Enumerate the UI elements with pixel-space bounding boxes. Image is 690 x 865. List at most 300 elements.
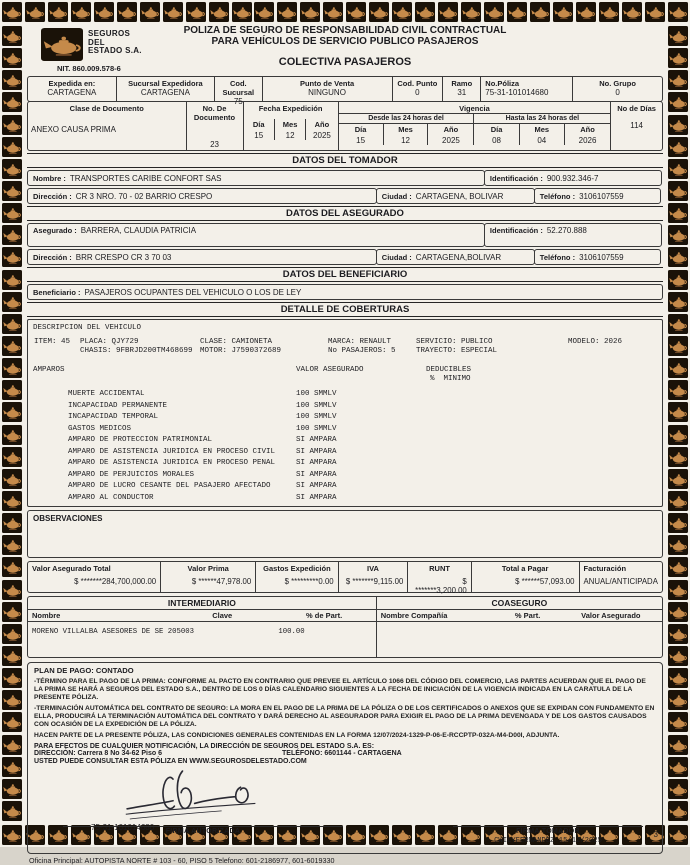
lamp-icon [668,690,688,710]
coverage-label: MUERTE ACCIDENTAL [68,390,145,398]
intermediario-nombre: MORENO VILLALBA ASESORES DE SE 205003 [32,628,195,636]
coverage-value: 100 SMMLV [296,401,337,410]
lamp-icon [461,2,481,22]
lamp-icon [438,2,458,22]
lamp-icon [668,447,688,467]
signature-area [83,767,313,832]
issue-info-table [27,76,663,106]
col-value: 04 [537,136,547,145]
col-part: % de Part. [305,611,343,620]
lamp-icon [599,2,619,22]
lamp-icon [2,203,22,223]
asegurado-nombre-row [27,223,663,247]
field-no-poliza [481,77,573,101]
veh-trayecto: TRAYECTO: ESPECIAL [416,347,498,355]
field-label: Vigencia [459,104,490,113]
lamp-icon [2,115,22,135]
field-value: ANUAL/ANTICIPADA [583,577,658,586]
field-no-documento [187,102,244,150]
lamp-icon [415,2,435,22]
field-iva [339,562,409,592]
legal-paragraph-1: -TÉRMINO PARA EL PAGO DE LA PRIMA: CONFORME AL PACTO EN CONTRARIO QUE PREVEE EL ARTÍCULO 1066 DEL CÓDIGO DEL COMERCIO, LAS PARTES ACUERDAN QUE EL PAGO DE LA PRIMA SE HARÁ A SEGUROS DEL ESTADO S.A., DENTRO DE LOS 0 DÍAS CALENDARIO SIGUIENTES A LA FECHA DE INICIACIÓN DE LA VIGENCIA INDICADA EN LA CARATULA DE LA PRESENTE PÓLIZA. [34,678,646,701]
coverage-label: INCAPACIDAD TEMPORAL [68,413,159,421]
lamp-icon [300,2,320,22]
lamp-icon [668,646,688,666]
field-telefono [534,249,661,265]
col-label: Mes [398,125,413,134]
lamp-icon [668,624,688,644]
lamp-logo-icon [41,28,83,61]
field-label: Sucursal Expedidora [128,79,203,88]
coverage-row [28,425,662,437]
lamp-icon [668,137,688,157]
fecha-expedicion-dma [244,119,338,140]
lamp-icon [484,2,504,22]
field-label: Total a Pagar [501,564,549,573]
coverage-label: INCAPACIDAD PERMANENTE [68,401,168,410]
lamp-icon [668,535,688,555]
lamp-icon [668,425,688,445]
field-label: Ramo [451,79,473,88]
field-vigencia [339,102,612,150]
col-value: 2025 [313,131,331,140]
lamp-icon [2,624,22,644]
decorative-border-left [2,26,22,821]
field-value: 31 [457,88,467,97]
notificacion-line2 [34,750,656,757]
field-value: NINGUNO [308,88,346,97]
field-label: No.Póliza [485,79,520,88]
col-mes [384,124,429,145]
field-value: CARTAGENA,BOLIVAR [415,252,502,262]
field-label: Identificación : [489,173,543,183]
signature-lines-row [28,826,662,845]
coverage-value: 100 SMMLV [296,413,337,421]
field-value: 900.932.346-7 [546,173,599,183]
coaseguro-col-headers [377,610,662,622]
lamp-icon [277,2,297,22]
lamp-icon [668,292,688,312]
field-no-dias [611,102,662,150]
notificacion-telefono: TELÉFONO: 6601144 - CARTAGENA [282,750,402,757]
col-part: % Part. [514,611,541,620]
col-ano [565,124,610,145]
lamp-icon [668,402,688,422]
field-value: 23 [210,140,219,149]
lamp-icon [2,2,22,22]
lamp-icon [2,26,22,46]
field-label: Expedida en: [48,79,96,88]
field-ciudad [376,188,535,204]
field-direccion [27,188,377,204]
firma-autorizada-block [63,826,343,845]
lamp-icon [668,159,688,179]
field-expedida-en [28,77,117,101]
desde-dma [339,124,474,145]
footer-office-line: Oficina Principal: AUTOPISTA NORTE # 103 - 60, PISO 5 Telefono: 601-2186977, 601-6019330 [29,856,335,865]
brand-line2: DEL [88,37,105,47]
lamp-icon [2,425,22,445]
lamp-icon [2,735,22,755]
field-valor-asegurado-total [28,562,161,592]
lamp-icon [668,270,688,290]
col-header-valor-asegurado: VALOR ASEGURADO [296,366,364,374]
tomador-direccion-row [27,188,663,204]
lamp-icon [2,690,22,710]
field-label: Nombre : [33,173,66,183]
col-ano [306,119,337,140]
legal-paragraph-2: -TERMINACIÓN AUTOMÁTICA DEL CONTRATO DE SEGURO: LA MORA EN EL PAGO DE LA PRIMA DE LA PÓLIZA O DE LOS CERTIFICADOS O ANEXOS QUE SE EXPIDAN CON FUNDAMENTO EN ELLA, PRODUCIRÁ LA TERMINACIÓN AUTOMÁTICA DEL CONTRATO Y DARÁ DERECHO AL ASEGURADOR PARA EXIGIR EL PAGO DE LA PRIMA DEVENGADA Y DE LOS GASTOS CAUSADOS CON OCASIÓN DE LA EXPEDICIÓN DE LA PÓLIZA. [34,705,655,728]
coverage-row [28,448,662,460]
col-label: Mes [282,120,298,129]
field-label: IVA [367,564,379,573]
col-clave: Clave [212,611,233,620]
lamp-icon [186,2,206,22]
coverage-value: SI AMPARA [296,493,337,502]
col-nombre: Nombre [32,611,61,620]
col-mes [275,119,306,140]
col-label: Día [252,120,265,129]
firma-tomador-block [453,826,643,845]
lamp-icon [2,225,22,245]
document-header [27,24,663,76]
lamp-icon [668,314,688,334]
field-label: Cod. Sucursal [222,79,255,97]
lamp-icon [2,92,22,112]
intermediario-row [28,622,376,657]
lamp-icon [2,70,22,90]
lamp-icon [2,801,22,821]
lamp-icon [2,825,22,845]
lamp-icon [2,402,22,422]
field-value: 52.270.888 [546,226,587,235]
lamp-icon [232,2,252,22]
coverage-label: AMPARO AL CONDUCTOR [68,493,154,502]
lamp-icon [392,2,412,22]
field-label: Valor Prima [187,564,229,573]
field-ciudad [376,249,535,265]
brand-line3: ESTADO S.A. [88,46,142,55]
lamp-icon [668,779,688,799]
totals-table [27,561,663,593]
coverage-label: AMPARO DE PROTECCION PATRIMONIAL [68,436,213,444]
field-label: Punto de Venta [299,79,355,88]
intermediario-title: INTERMEDIARIO [28,597,376,610]
field-label: Teléfono : [539,252,576,262]
lamp-icon [668,203,688,223]
observaciones-title: OBSERVACIONES [33,514,103,523]
lamp-icon [163,2,183,22]
field-value: $ *******284,700,000.00 [74,577,157,586]
col-value: 12 [401,136,410,145]
coaseguro-row [377,622,662,657]
lamp-icon [668,336,688,356]
field-value: TRANSPORTES CARIBE CONFORT SAS [69,173,222,183]
veh-motor: MOTOR: J7590372689 [200,347,282,355]
field-telefono [534,188,661,204]
field-value: CARTAGENA [140,88,190,97]
lamp-icon [668,491,688,511]
field-label: Desde las 24 horas del [339,113,474,124]
field-label: Beneficiario : [33,287,81,297]
legal-paragraph-3: HACEN PARTE DE LA PRESENTE PÓLIZA, LAS CONDICIONES GENERALES CONTENIDAS EN LA FORMA 12/07/2024-1329-P-06-E-RCCPTP-032A-M4-D00I, ADJUNTA. [34,732,560,739]
issuer-user-date: CWILYFERNANDEZ 15/12/2025 [494,837,602,845]
field-label: Fecha Expedición [258,104,323,113]
lamp-icon [2,668,22,688]
field-value: BRR CRESPO CR 3 70 03 [75,252,172,262]
vigencia-hasta [474,113,610,145]
field-label: Ciudad : [381,252,412,262]
lamp-icon [2,181,22,201]
intermediario-part: 100.00 [278,628,305,636]
lamp-icon [668,602,688,622]
lamp-icon [2,48,22,68]
field-value: $ ******47,978.00 [191,577,252,586]
coverage-label: AMPARO DE ASISTENCIA JURIDICA EN PROCESO CIVIL [68,447,276,456]
col-dia [339,124,384,145]
field-label: Dirección : [33,252,72,262]
lamp-icon [48,2,68,22]
lamp-icon [2,535,22,555]
coverage-row [28,459,662,471]
page-number: 3 [653,830,658,839]
field-value: $ *******9,115.00 [345,577,404,586]
lamp-icon [553,2,573,22]
coverage-list [28,390,662,505]
coverage-value: 100 SMMLV [296,390,337,398]
coverage-row [28,482,662,494]
lamp-icon [71,2,91,22]
field-punto-de-venta [263,77,393,101]
field-label: Facturación [583,564,627,573]
section-title-coberturas: DETALLE DE COBERTURAS [27,302,663,317]
field-direccion [27,249,377,265]
lamp-icon [2,314,22,334]
coverage-label: AMPARO DE PERJUICIOS MORALES [68,470,195,479]
lamp-icon [668,469,688,489]
vigencia-halves [339,113,611,145]
field-identificacion [484,223,662,247]
field-value: $ *******3,200.00 [415,577,467,595]
field-label: Clase de Documento [69,104,144,113]
col-label: Año [580,125,595,134]
coverage-label: AMPARO DE ASISTENCIA JURIDICA EN PROCESO PENAL [68,459,276,467]
section-title-tomador: DATOS DEL TOMADOR [27,153,663,168]
field-label: No. Grupo [599,79,636,88]
lamp-icon [668,48,688,68]
field-value: CARTAGENA [47,88,97,97]
section-title-asegurado: DATOS DEL ASEGURADO [27,206,663,221]
vigencia-desde [339,113,475,145]
col-compania: Nombre Compañía [380,611,448,620]
lamp-icon [209,2,229,22]
veh-clase: CLASE: CAMIONETA [200,338,273,346]
field-label: Teléfono : [539,191,576,201]
field-label: Identificación : [489,226,543,235]
lamp-icon [2,447,22,467]
col-value: 2026 [578,136,597,145]
lamp-icon [668,380,688,400]
field-label: Cod. Punto [397,79,438,88]
lamp-icon [2,557,22,577]
lamp-icon [2,159,22,179]
coverage-value: SI AMPARA [296,482,337,490]
field-value: 75 [233,97,243,106]
lamp-icon [507,2,527,22]
lamp-icon [2,358,22,378]
coverage-value: SI AMPARA [296,470,337,479]
field-value: $ *********0.00 [284,577,334,586]
coverage-value: SI AMPARA [296,436,337,444]
field-value: 0 [615,88,620,97]
field-value: 0 [415,88,420,97]
lamp-icon [2,270,22,290]
coverage-row [28,494,662,506]
section-title-beneficiario: DATOS DEL BENEFICIARIO [27,267,663,282]
col-label: Mes [534,125,550,134]
veh-item: ITEM: 45 [34,338,71,346]
coverage-row [28,413,662,425]
field-runt [408,562,471,595]
col-header-minimo: % MINIMO [430,375,471,383]
field-value: CARTAGENA, BOLIVAR [415,191,504,201]
lamp-icon [2,646,22,666]
lamp-icon [2,380,22,400]
lamp-icon [2,336,22,356]
col-label: Año [314,120,330,129]
lamp-icon [668,825,688,845]
col-value: 15 [356,136,366,145]
col-value: 12 [285,131,295,140]
field-label: No. De Documento [193,104,236,122]
lamp-icon [346,2,366,22]
field-asegurado [27,223,485,247]
coverage-label: AMPARO DE LUCRO CESANTE DEL PASAJERO AFECTADO [68,482,271,490]
col-label: Día [354,125,367,134]
field-label: RUNT [429,564,450,573]
field-cod-punto [393,77,444,101]
lamp-icon [369,2,389,22]
lamp-icon [2,779,22,799]
field-fecha-expedicion [244,102,339,150]
notificacion-line1: PARA EFECTOS DE CUALQUIER NOTIFICACIÓN, LA DIRECCIÓN DE SEGUROS DEL ESTADO S.A. ES: [34,743,375,750]
col-value: 2025 [442,136,460,145]
coverage-value: 100 SMMLV [296,424,337,433]
document-body [27,24,663,865]
field-valor-prima [161,562,256,592]
field-identificacion [484,170,662,186]
field-ramo [443,77,481,101]
veh-pasajeros: No PASAJEROS: 5 [328,347,396,355]
handwritten-signature [83,767,313,821]
field-facturacion [580,562,662,592]
lamp-icon [668,513,688,533]
lamp-icon [2,580,22,600]
brand-logo [41,28,142,61]
field-label: No de Días [617,104,656,113]
coverage-value: SI AMPARA [296,459,337,467]
field-value: 3106107559 [579,191,624,201]
coverage-label: GASTOS MEDICOS [68,424,132,433]
lamp-icon [576,2,596,22]
field-value: PASAJEROS OCUPANTES DEL VEHICULO O LOS DE LEY [84,287,302,297]
policy-subtitle: COLECTIVA PASAJEROS [278,56,412,68]
lamp-icon [2,513,22,533]
field-cod-sucursal [215,77,263,106]
coverage-row [28,436,662,448]
beneficiario-row [27,284,663,300]
field-value: CR 3 NRO. 70 - 02 BARRIO CRESPO [75,191,213,201]
lamp-icon [2,469,22,489]
lamp-icon [668,247,688,267]
firma-autorizada-label: FIRMA AUTORIZADA [165,828,241,835]
intermediario-section [28,597,377,657]
document-dates-table [27,101,663,151]
veh-modelo: MODELO: 2026 [568,338,623,346]
col-dia [244,119,275,140]
field-clase-documento [28,102,187,150]
lamp-icon [2,292,22,312]
field-value: 114 [630,121,643,130]
field-value: $ ******57,093.00 [515,577,575,586]
field-label: Ciudad : [381,191,412,201]
lamp-icon [668,668,688,688]
col-dia [474,124,519,145]
lamp-icon [668,735,688,755]
policy-title-line2: PARA VEHÍCULOS DE SERVICIO PUBLICO PASAJEROS [211,36,479,47]
lamp-icon [2,491,22,511]
lamp-icon [668,358,688,378]
veh-chasis: CHASIS: 9FBRJD200TM468699 [80,347,193,355]
lamp-icon [668,757,688,777]
coverage-value: SI AMPARA [296,447,337,456]
lamp-icon [2,757,22,777]
field-label: Dirección : [33,191,72,201]
col-header-deducibles: DEDUCIBLES [426,366,472,374]
lamp-icon [2,247,22,267]
col-valor: Valor Asegurado [581,611,641,620]
lamp-icon [2,137,22,157]
lamp-icon [668,26,688,46]
lamp-icon [668,115,688,135]
col-mes [520,124,565,145]
firma-tomador-label: FIRMA TOMADOR [516,828,580,835]
lamp-icon [668,801,688,821]
brand-line1: SEGUROS [88,29,131,38]
lamp-icon [622,2,642,22]
coverage-row [28,402,662,414]
brand-name [88,28,142,61]
notificacion-line3: USTED PUEDE CONSULTAR ESTA PÓLIZA EN WWW.SEGUROSDELESTADO.COM [34,758,307,765]
lamp-icon [668,70,688,90]
lamp-icon [668,225,688,245]
coverage-row [28,390,662,402]
lamp-icon [2,712,22,732]
decorative-border-right [668,26,688,821]
lamp-icon [668,181,688,201]
notificacion-direccion: DIRECCIÓN: Carrera 8 No 34-62 Piso 6 [34,750,162,757]
field-label: Asegurado : [33,226,77,235]
col-ano [428,124,473,145]
col-value: 15 [254,131,264,140]
hasta-dma [474,124,610,145]
field-label: Hasta las 24 horas del [474,113,610,124]
coaseguro-title: COASEGURO [377,597,662,610]
tomador-nombre-row [27,170,663,186]
lamp-icon [530,2,550,22]
lamp-icon [323,2,343,22]
lamp-icon [140,2,160,22]
